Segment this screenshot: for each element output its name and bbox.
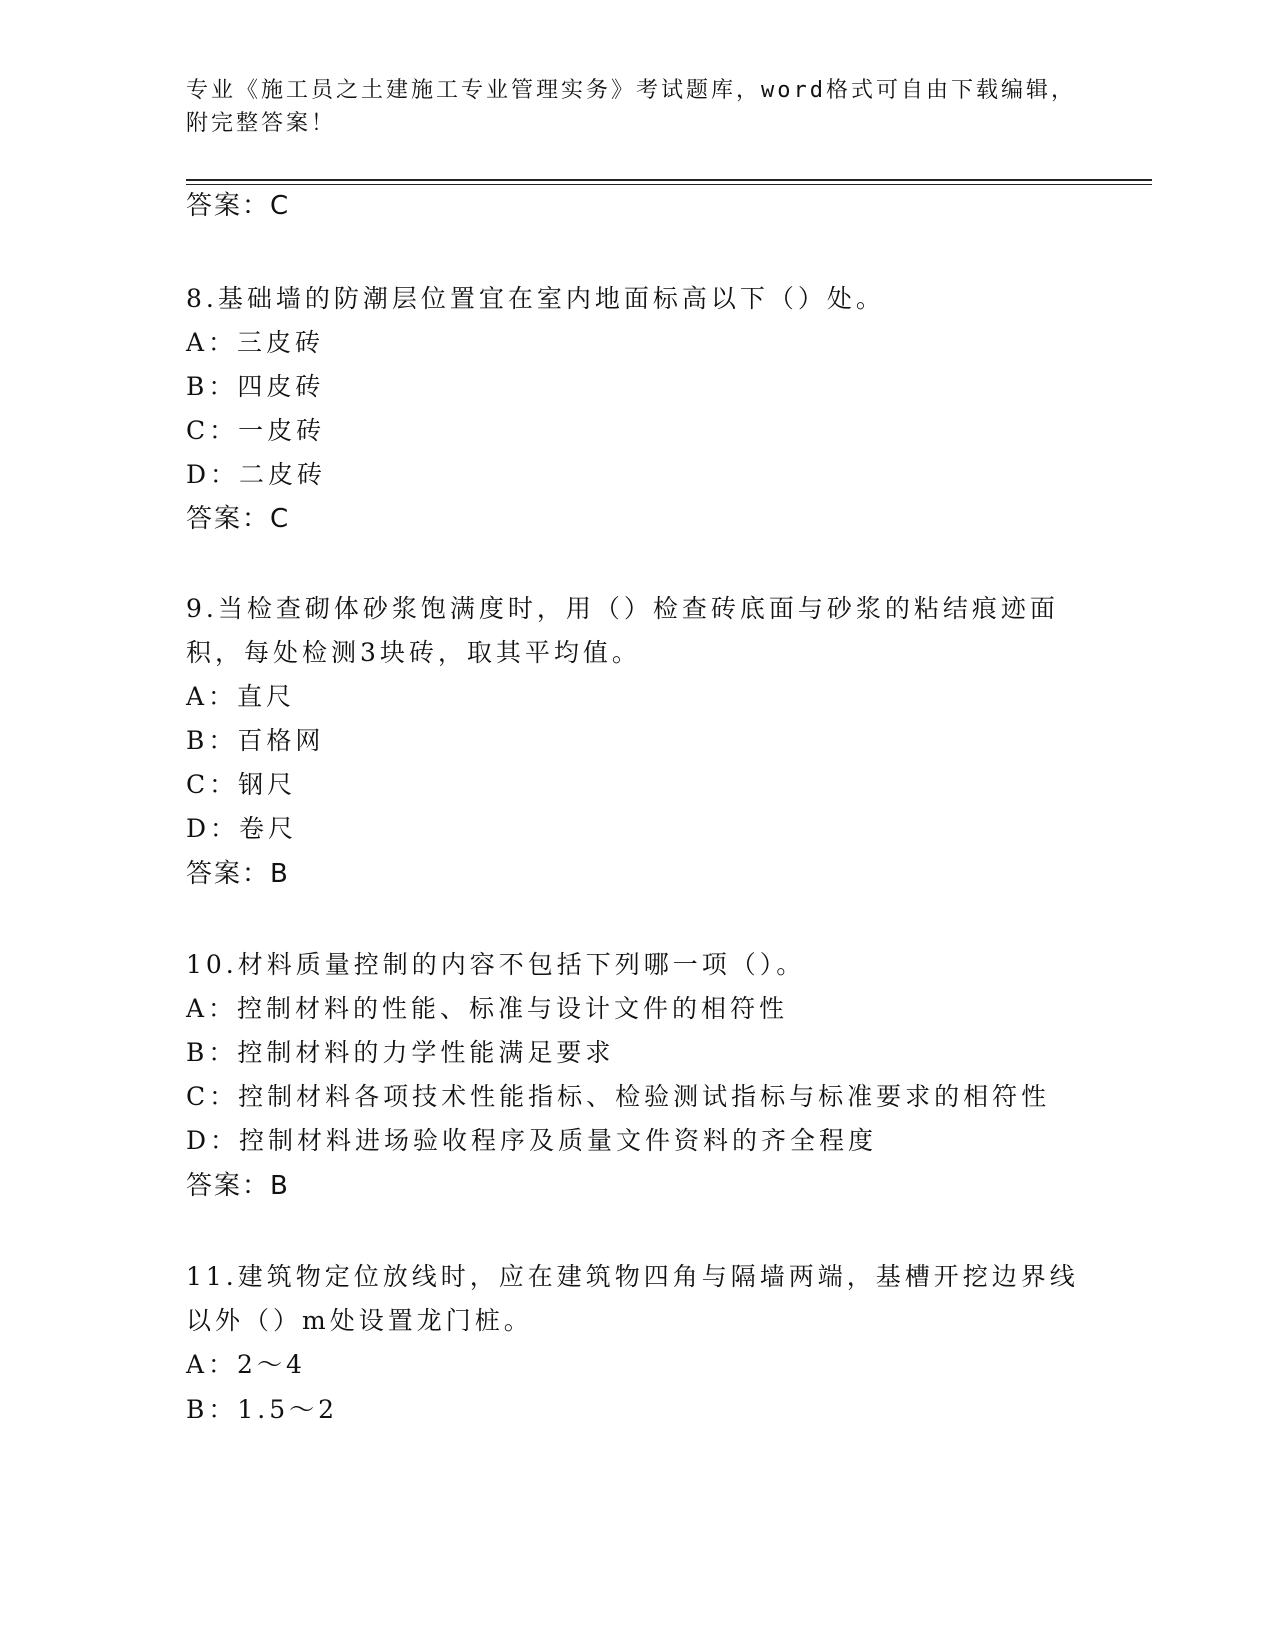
answer-label: 答案：B — [186, 859, 290, 889]
option-d: D：控制材料进场验收程序及质量文件资料的齐全程度 — [186, 1126, 878, 1155]
question-stem: 9.当检查砌体砂浆饱满度时，用（）检查砖底面与砂浆的粘结痕迹面 — [186, 594, 1059, 623]
option-a: A：三皮砖 — [186, 328, 325, 357]
document-header — [186, 74, 1086, 140]
answer-label: 答案：C — [186, 504, 291, 534]
header-line-2: 附完整答案！ — [186, 111, 337, 136]
option-c: C：控制材料各项技术性能指标、检验测试指标与标准要求的相符性 — [186, 1082, 1051, 1111]
option-a: A：2～4 — [186, 1350, 306, 1379]
question-stem-continued: 积，每处检测3块砖，取其平均值。 — [186, 638, 641, 667]
option-b: B：1.5～2 — [186, 1395, 339, 1424]
question-stem-continued: 以外（）m处设置龙门桩。 — [186, 1306, 533, 1335]
answer-label: 答案：B — [186, 1171, 290, 1201]
question-stem: 10.材料质量控制的内容不包括下列哪一项（）。 — [186, 950, 806, 979]
option-a: A：控制材料的性能、标准与设计文件的相符性 — [186, 994, 789, 1023]
header-divider-thin — [186, 184, 1152, 185]
option-b: B：四皮砖 — [186, 372, 325, 401]
option-b: B：控制材料的力学性能满足要求 — [186, 1038, 615, 1067]
option-c: C：一皮砖 — [186, 416, 326, 445]
header-divider — [186, 179, 1152, 181]
option-d: D：卷尺 — [186, 814, 298, 843]
question-stem: 8.基础墙的防潮层位置宜在室内地面标高以下（）处。 — [186, 284, 885, 313]
option-a: A：直尺 — [186, 682, 296, 711]
question-stem: 11.建筑物定位放线时，应在建筑物四角与隔墙两端，基槽开挖边界线 — [186, 1262, 1079, 1291]
option-c: C：钢尺 — [186, 770, 297, 799]
option-d: D：二皮砖 — [186, 460, 327, 489]
option-b: B：百格网 — [186, 726, 325, 755]
header-line-1: 专业《施工员之土建施工专业管理实务》考试题库，word格式可自由下载编辑， — [186, 78, 1076, 103]
answer-label: 答案：C — [186, 191, 291, 221]
